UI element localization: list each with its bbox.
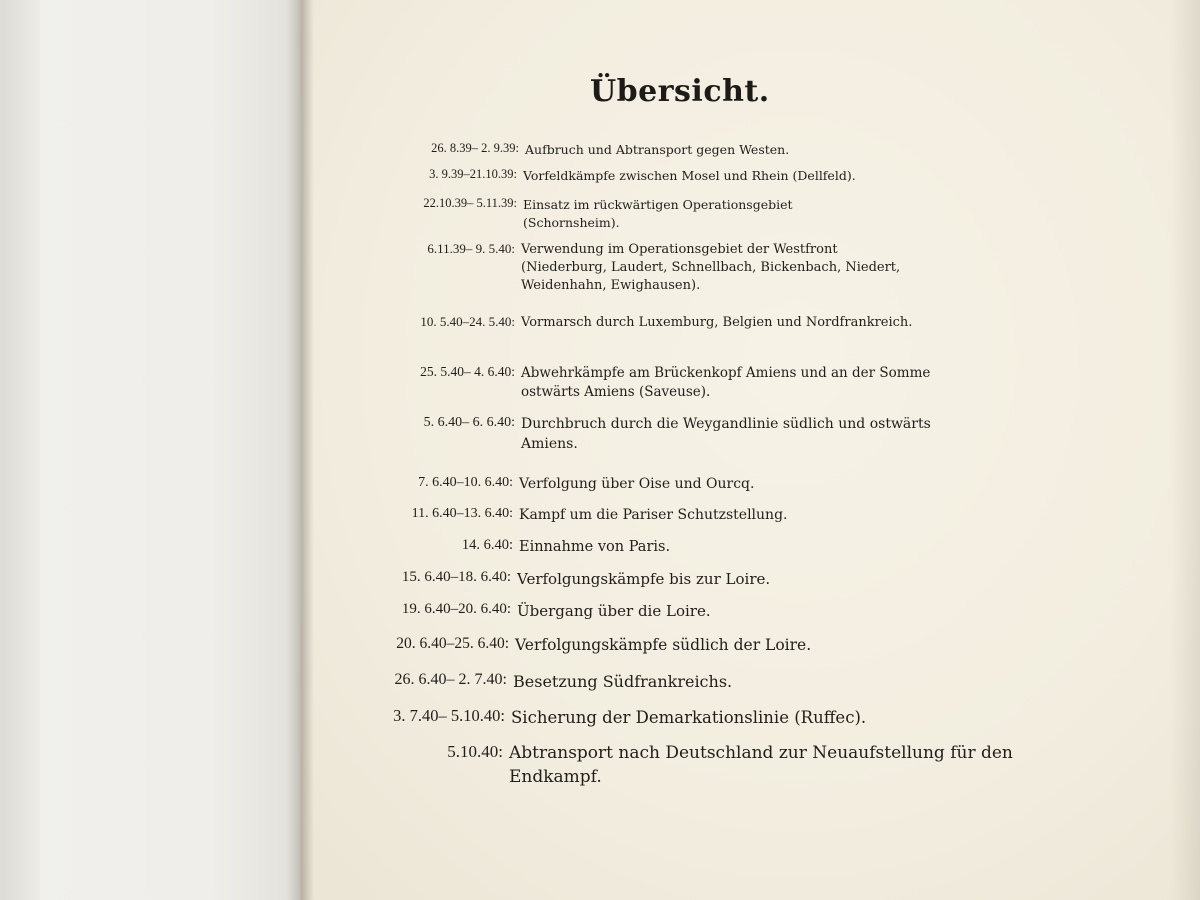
entry-date: 15. 6.40–18. 6.40: bbox=[401, 569, 511, 585]
entry-text: Besetzung Südfrankreichs. bbox=[513, 672, 733, 691]
entry bbox=[427, 241, 921, 296]
left-page-edge bbox=[0, 0, 40, 900]
entry bbox=[423, 415, 981, 454]
entry bbox=[447, 742, 1029, 790]
entry-text: Vormarsch durch Luxemburg, Belgien und Nordfrankreich. bbox=[521, 315, 913, 330]
entry-date: 14. 6.40: bbox=[461, 537, 513, 553]
entry-text: Verfolgung über Oise und Ourcq. bbox=[519, 476, 755, 492]
entry-text: Abwehrkämpfe am Brückenkopf Amiens und an der Somme ostwärts Amiens (Saveuse). bbox=[521, 365, 931, 400]
entry-date: 19. 6.40–20. 6.40: bbox=[401, 601, 511, 617]
entry bbox=[423, 196, 873, 231]
entry-text: Kampf um die Pariser Schutzstellung. bbox=[519, 507, 788, 523]
entry-date: 11. 6.40–13. 6.40: bbox=[411, 506, 513, 521]
entry bbox=[401, 601, 977, 622]
entry bbox=[420, 364, 971, 402]
entry-date: 26. 6.40– 2. 7.40: bbox=[394, 671, 507, 688]
entry-text: Vorfeldkämpfe zwischen Mosel und Rhein (Dellfeld). bbox=[523, 168, 856, 183]
entry-date: 3. 7.40– 5.10.40: bbox=[393, 706, 505, 725]
entry-date: 6.11.39– 9. 5.40: bbox=[427, 241, 515, 256]
entry bbox=[394, 671, 973, 693]
entry-text: Abtransport nach Deutschland zur Neuaufstellung für den Endkampf. bbox=[509, 743, 1013, 787]
entry-text: Einnahme von Paris. bbox=[519, 539, 671, 555]
entry bbox=[411, 506, 979, 526]
entry-date: 3. 9.39–21.10.39: bbox=[429, 167, 517, 181]
page-shadow bbox=[1170, 0, 1200, 900]
entry-text: Einsatz im rückwärtigen Operationsgebiet (Schornsheim). bbox=[523, 197, 793, 230]
entry bbox=[429, 167, 953, 185]
entry-date: 5. 6.40– 6. 6.40: bbox=[423, 415, 515, 430]
entry bbox=[431, 141, 855, 159]
page-heading: Übersicht. bbox=[590, 74, 770, 109]
entry bbox=[461, 537, 979, 557]
entry-text: Verfolgungskämpfe südlich der Loire. bbox=[515, 636, 812, 654]
book-gutter bbox=[286, 0, 314, 900]
entry-date: 22.10.39– 5.11.39: bbox=[423, 196, 517, 210]
entry-date: 26. 8.39– 2. 9.39: bbox=[431, 141, 519, 155]
entry-date: 7. 6.40–10. 6.40: bbox=[418, 475, 513, 490]
entry bbox=[401, 569, 977, 590]
left-page bbox=[0, 0, 300, 900]
entry-text: Aufbruch und Abtransport gegen Westen. bbox=[525, 142, 790, 157]
entry-date: 25. 5.40– 4. 6.40: bbox=[420, 364, 515, 379]
entry-date: 5.10.40: bbox=[447, 742, 503, 761]
entry bbox=[393, 706, 971, 729]
entry-date: 20. 6.40–25. 6.40: bbox=[396, 635, 509, 652]
entry-text: Durchbruch durch die Weygandlinie südlich und ostwärts Amiens. bbox=[521, 416, 931, 452]
entry-text: Verwendung im Operationsgebiet der Westfront (Niederburg, Laudert, Schnellbach, Bickenbach, Niedert, Weidenhahn, Ewighausen). bbox=[521, 242, 901, 294]
entry bbox=[396, 635, 975, 657]
entry-text: Übergang über die Loire. bbox=[517, 602, 711, 620]
entry bbox=[420, 314, 971, 332]
entry-text: Sicherung der Demarkationslinie (Ruffec). bbox=[511, 708, 867, 727]
entry bbox=[418, 475, 979, 495]
entry-text: Verfolgungskämpfe bis zur Loire. bbox=[517, 570, 771, 588]
entry-date: 10. 5.40–24. 5.40: bbox=[420, 314, 515, 329]
